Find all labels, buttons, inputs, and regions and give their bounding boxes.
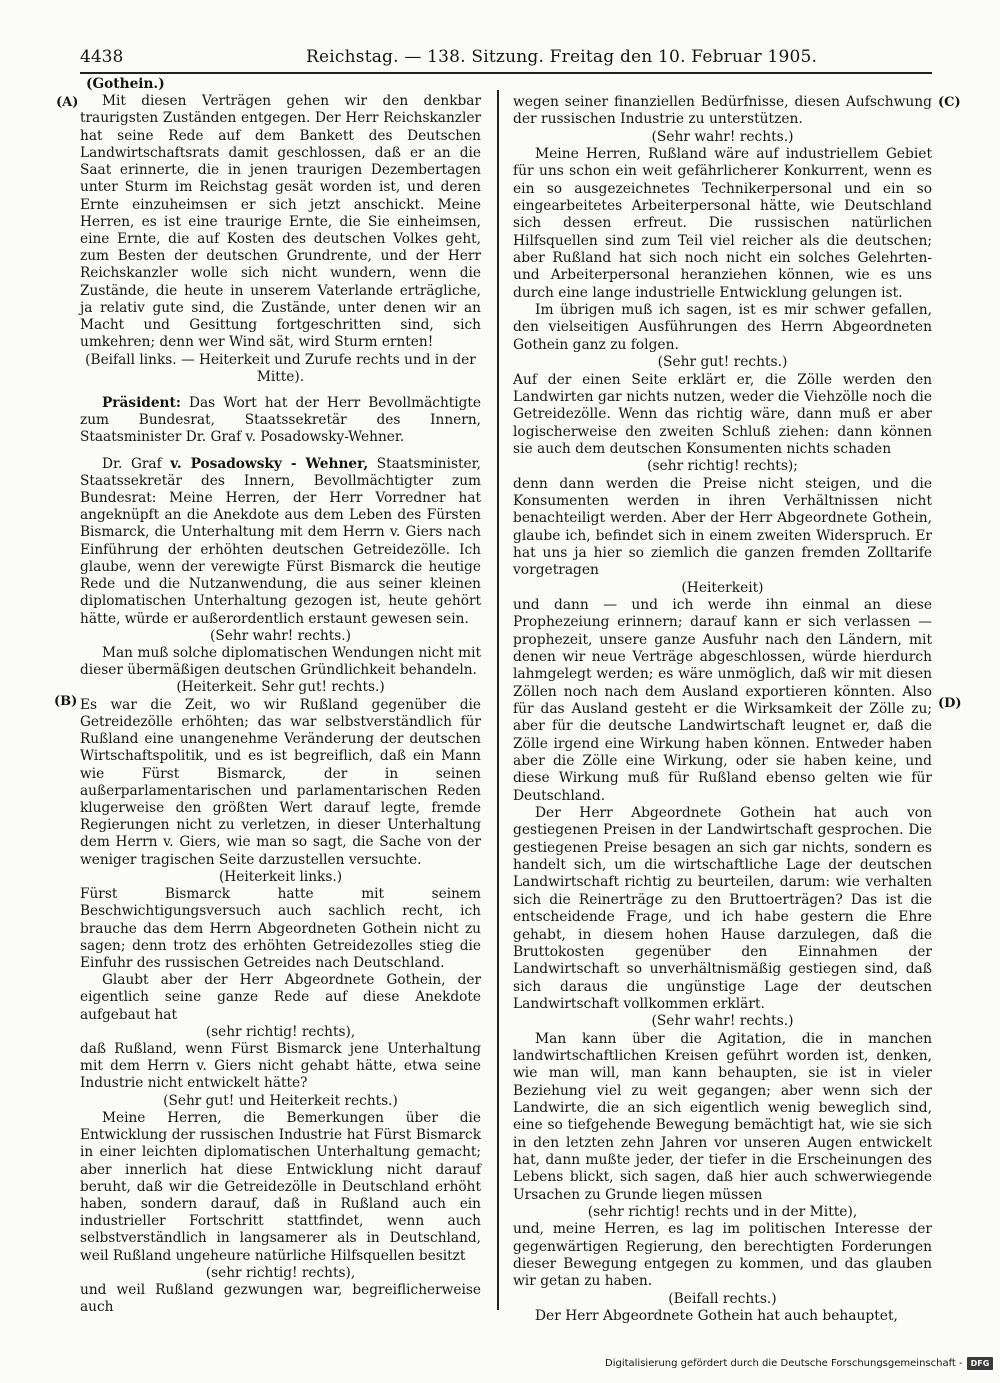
interjection: (sehr richtig! rechts und in der Mitte), [587,1204,858,1220]
paragraph: Auf der einen Seite erklärt er, die Zölle werden den Landwirten gar nichts nutzen, weder die Viehzölle noch die Getreidezölle. Wenn das richtig wäre, dann muß er aber logischerweise den zweiten Schluß ziehen: dann können sie auch dem deutschen Konsumenten nichts schaden [513,371,932,457]
paragraph: Mit diesen Verträgen gehen wir den denkbar traurigsten Zuständen entgegen. Der Herr Reichskanzler hat seine Rede auf dem Bankett des Deutschen Landwirtschaftsrats damit geschlossen, daß er an die Saat erinnerte, die in jenen traurigen Dezembertagen unter Sturm im Reichstag gesät worden ist, und deren Ernte einzuheimsen er sich jetzt anschickt. Meine Herren, es ist eine traurige Ernte, die Sie einheimsen, eine Ernte, die auf Kosten des deutschen Volkes geht, zum Besten der deutschen Grundrente, und der Herr Reichskanzler wolle sich nicht wundern, wenn die Zustände, die heute in unserem Vaterlande erträgliche, ja relativ gute sind, die Zustände, unter denen wir an Macht und Gesittung fortgeschritten sind, sich umkehren; denn wer Wind sät, wird Sturm ernten! [80,93,481,351]
dfg-logo: DFG [967,1357,993,1370]
paragraph: Im übrigen muß ich sagen, ist es mir schwer gefallen, den vielseitigen Ausführungen des Herrn Abgeordneten Gothein ganz zu folgen. [513,302,932,353]
right-column [513,94,932,1325]
margin-marker-a: (A) [56,95,79,110]
interjection: (Sehr wahr! rechts.) [651,1013,794,1030]
paragraph: Glaubt aber der Herr Abgeordnete Gothein, der eigentlich seine ganze Rede auf diese Anekdote aufgebaut hat [80,972,481,1023]
margin-marker-d: (D) [938,696,962,711]
speaker-president: Präsident: [102,394,181,411]
paragraph: Es war die Zeit, wo wir Rußland gegenüber die Getreidezölle erhöhten; das war selbstverständlich für Rußland eine unangenehme Veränderung der deutschen Wirtschaftspolitik, und es ist begreiflich, daß ein Mann wie Fürst Bismarck, der in seinen außerparlamentarischen und parlamentarischen Reden klugerweise den größten Wert darauf legte, fremde Regierungen nicht zu verletzen, in dieser Unterhaltung dem Herrn v. Giers, wie man so sagt, die Sache von der weniger tragischen Seite darzustellen versuchte. [80,696,481,868]
column-divider [497,90,499,1310]
speaker-tag: (Gothein.) [86,76,165,92]
header-rule [80,72,932,74]
paragraph: Man kann über die Agitation, die in manchen landwirtschaftlichen Kreisen geführt worden ist, denken, wie man will, man kann behaupten, sie ist in vieler Beziehung viel zu weit gegangen; aber wenn sich der Landwirte, die an sich eigentlich wenig beweglich sind, eine so tiefgehende Bewegung bemächtigt hat, wie sie sich in den letzten zehn Jahren vor unseren Augen entwickelt hat, dann mußte jeder, der tiefer in die Erscheinungen des Lebens blickt, sich sagen, daß hier auch schwerwiegende Ursachen zu Grunde liegen müssen [513,1030,932,1203]
paragraph: Meine Herren, Rußland wäre auf industriellem Gebiet für uns schon ein weit gefährlicherer Konkurrent, wenn es ein so ausgezeichnetes Technikerpersonal und ein so eingearbeitetes Arbeiterpersonal hätte, wie Deutschland sich dessen erfreut. Die russischen natürlichen Hilfsquellen sind zum Teil viel reicher als die deutschen; aber Rußland hat sich noch nicht ein solches Gelehrten- und Arbeiterpersonal heranziehen können, wie es uns durch eine lange industrielle Entwicklung gelungen ist. [513,146,932,301]
paragraph: Der Herr Abgeordnete Gothein hat auch behauptet, [535,1308,898,1325]
interjection: (Heiterkeit links.) [218,868,343,885]
paragraph: denn dann werden die Preise nicht steigen, und die Konsumenten werden in ihren Verhältnissen nicht benachteiligt werden. Aber der Herr Abgeordnete Gothein, glaube ich, befindet sich in einem zweiten Widerspruch. Er hat uns ja hier so ziemlich die ganzen fremden Zolltarife vorgetragen [513,475,932,579]
running-title: Reichstag. — 138. Sitzung. Freitag den 10. Februar 1905. [306,47,818,67]
paragraph: und weil Rußland gezwungen war, begreiflicherweise auch [80,1282,481,1316]
interjection: (Sehr wahr! rechts.) [651,128,794,145]
paragraph: Meine Herren, die Bemerkungen über die Entwicklung der russischen Industrie hat Fürst Bismarck in einer leichten diplomatischen Unterhaltung gemacht; aber innerlich hat diese Entwicklung nicht darauf beruht, daß wir die Getreidezölle in Deutschland erhöht haben, sondern darauf, daß in Rußland auch ein industrieller Fortschritt stattfindet, wenn auch selbstverständlich in langsamerer als in Deutschland, weil Rußland ungeheure natürliche Hilfsquellen besitzt [80,1109,481,1264]
left-column [80,76,481,1317]
paragraph: Fürst Bismarck hatte mit seinem Beschwichtigungsversuch auch sachlich recht, ich brauche das dem Herrn Abgeordneten Gothein nicht zu sagen; denn trotz des erhöhten Getreidezolles stieg die Einfuhr des russischen Getreides nach Deutschland. [80,886,481,971]
interjection: (Beifall links. — Heiterkeit und Zurufe rechts und in der Mitte). [85,351,476,385]
margin-marker-c: (C) [938,95,961,110]
interjection: (Sehr wahr! rechts.) [210,627,351,644]
interjection: (Heiterkeit. Sehr gut! rechts.) [176,679,385,696]
interjection: (sehr richtig! rechts), [205,1023,356,1040]
page-number: 4438 [80,47,124,67]
interjection: (sehr richtig! rechts); [647,458,798,475]
paragraph: wegen seiner finanziellen Bedürfnisse, diesen Aufschwung der russischen Industrie zu unterstützen. [513,94,932,128]
paragraph: Der Herr Abgeordnete Gothein hat auch von gestiegenen Preisen in der Landwirtschaft gesprochen. Die gestiegenen Preise besagen an sich gar nichts, sondern es handelt sich, um die wirtschaftliche Lage der deutschen Landwirtschaft richtig zu beurteilen, darum: wie verhalten sich die Reinerträge zu den Bruttoerträgen? Das ist die entscheidende Frage, und ich habe gestern die Ehre gehabt, in diesem hohen Hause darzulegen, daß die Bruttokosten gegenüber den Einnahmen der Landwirtschaft so unverhältnismäßig gestiegen sind, daß sich daraus die ungünstige Lage der deutschen Landwirtschaft vollkommen erklärt. [513,805,932,1012]
interjection: (Sehr gut! rechts.) [657,354,788,371]
interjection: (sehr richtig! rechts), [205,1264,356,1281]
page-header [80,44,932,70]
paragraph: Dr. Graf v. Posadowsky - Wehner, Staatsminister, Staatssekretär des Innern, Bevollmächtigter zum Bundesrat: Meine Herren, der Herr Vorredner hat angeknüpft an die Anekdote aus dem Leben des Fürsten Bismarck, die Unterhaltung mit dem Herrn v. Giers nach Einführung der erhöhten deutschen Getreidezölle. Ich glaube, wenn der verewigte Fürst Bismarck die heutige Rede und die Nutzanwendung, die aus seiner kleinen diplomatischen Unterhaltung gezogen ist, heute gehört hätte, würde er außerordentlich erstaunt gewesen sein. [80,455,481,627]
footer-credit-text: Digitalisierung gefördert durch die Deutsche Forschungsgemeinschaft - [605,1358,963,1369]
paragraph: Präsident: Das Wort hat der Herr Bevollmächtigte zum Bundesrat, Staatssekretär des Innern, Staatsminister Dr. Graf v. Posadowsky-Wehner. [80,394,481,446]
interjection: (Beifall rechts.) [668,1290,777,1307]
interjection: (Sehr gut! und Heiterkeit rechts.) [163,1092,398,1109]
paragraph: und dann — und ich werde ihn einmal an diese Prophezeiung erinnern; darauf kann er sich verlassen — prophezeit, unsere ganze Ausfuhr nach den Ländern, mit denen wir neue Verträge abgeschlossen, würde hierdurch lahmgelegt werden; es wäre unmöglich, daß wir mit diesen Zöllen noch nach dem Ausland exportieren könnten. Also für das Ausland gesteht er die Wirksamkeit der Zölle zu; aber für die deutsche Landwirtschaft leugnet er, daß die Zölle irgend eine Wirkung haben können. Entweder haben aber die Zölle eine Wirkung, oder sie haben keine, und diese Wirkung muß für Rußland ebenso gelten wie für Deutschland. [513,596,932,804]
speaker-posadowsky: v. Posadowsky - Wehner, [170,455,369,472]
interjection: (Heiterkeit) [681,579,764,596]
paragraph: und, meine Herren, es lag im politischen Interesse der gegenwärtigen Regierung, den berechtigten Forderungen dieser Bewegung entgegen zu kommen, und das glauben wir getan zu haben. [513,1221,932,1290]
footer-credit [605,1355,995,1373]
paragraph: daß Rußland, wenn Fürst Bismarck jene Unterhaltung mit dem Herrn v. Giers nicht gehabt hätte, etwa seine Industrie nicht entwickelt hätte? [80,1041,481,1092]
paragraph: Man muß solche diplomatischen Wendungen nicht mit dieser übermäßigen deutschen Gründlichkeit behandeln. [80,645,481,679]
margin-marker-b: (B) [54,694,78,709]
